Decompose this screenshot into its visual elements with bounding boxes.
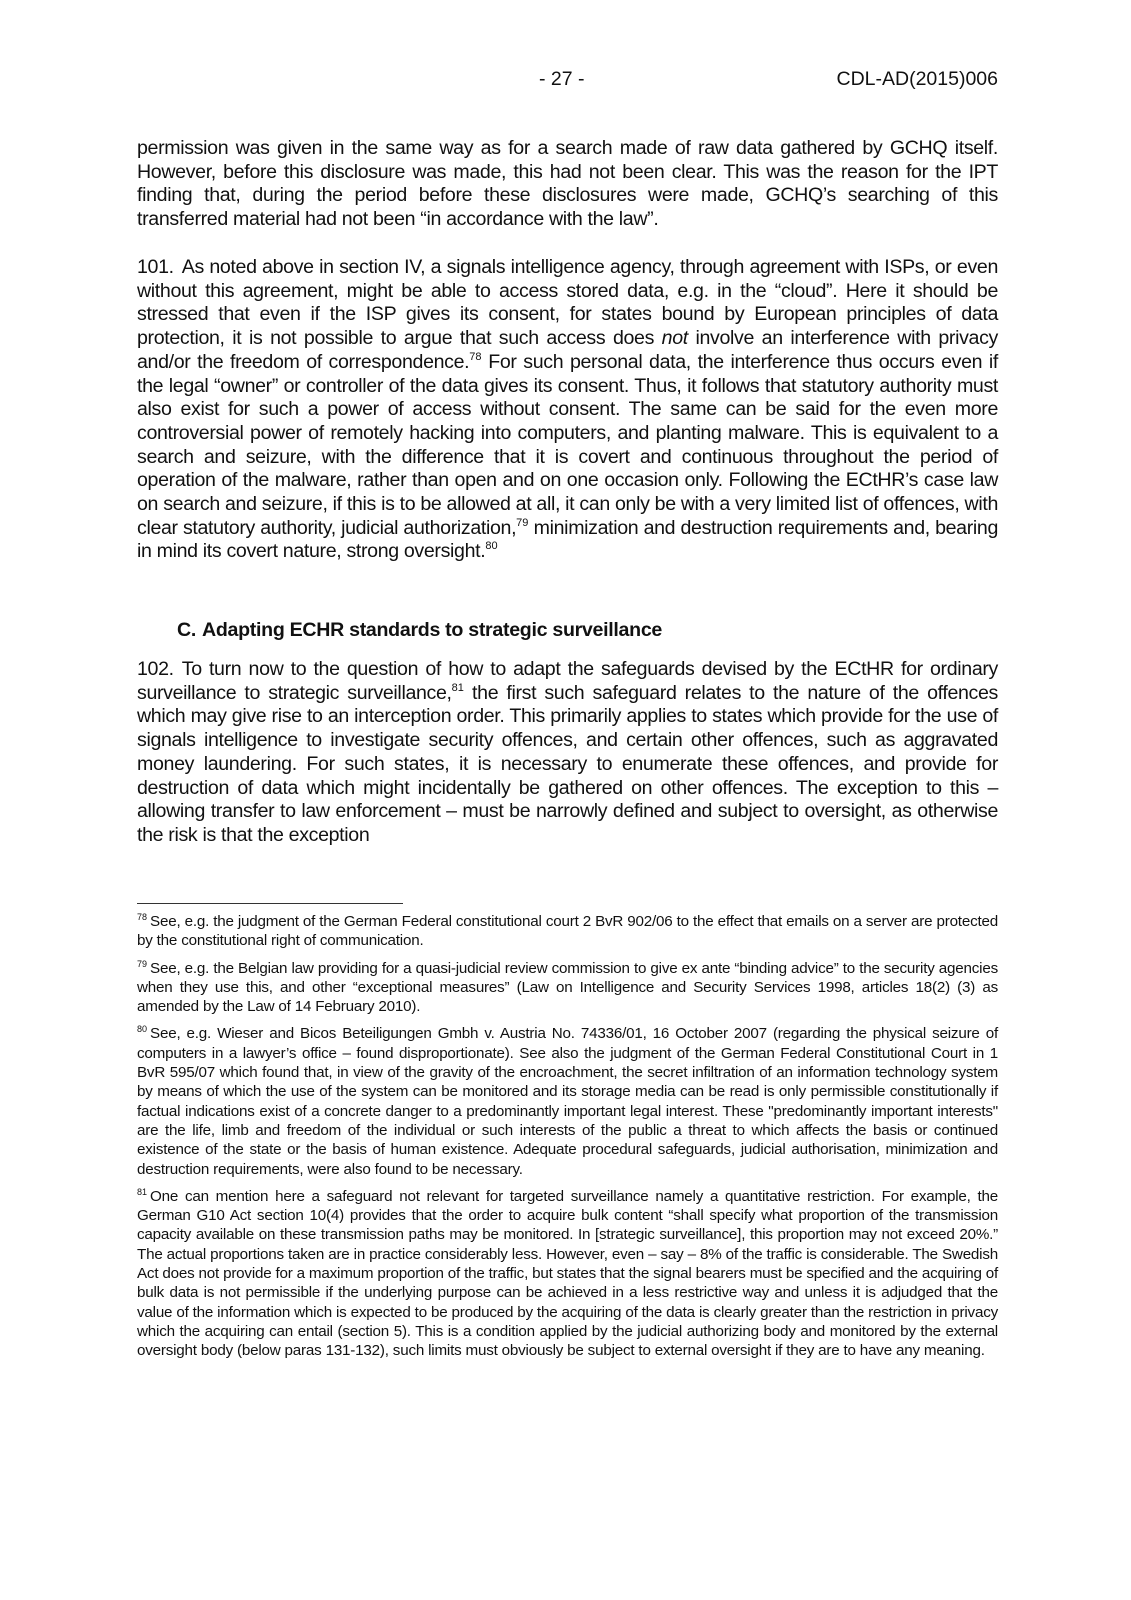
footnote-ref-80[interactable]: 80: [485, 540, 498, 553]
footnote-81: [137, 1187, 998, 1361]
footnote-number: 79: [137, 958, 148, 969]
paragraph-continuation: [137, 137, 998, 232]
section-heading: [177, 619, 662, 642]
paragraph-text: 101. As noted above in section IV, a signals intelligence agency, through agreement with ISPs, or even without this agreement, might be able to access stored data, e.g. in the “cloud”. Here it should be stressed that even if the ISP gives its consent, for states bound by European principles of data protection, it is not possible to argue that such access does not involve an interference with privacy and/or the freedom of correspondence.$^{78}$ For such personal data, the interference thus occurs even if the legal “owner” or controller of the data gives its consent. Thus, it follows that statutory authority must also exist for such a power of access without consent. The same can be said for the even more controversial power of remotely hacking into computers, and planting malware. This is equivalent to a search and seizure, with the difference that it is covert and continuous throughout the period of operation of the malware, rather than open and on one occasion only. Following the ECtHR’s case law on search and seizure, if this is to be allowed at all, it can only be with a very limited list of offences, with clear statutory authority, judicial authorization,$^{79}$ minimization and destruction requirements and, bearing in mind its covert nature, strong oversight.$^{80}$: [137, 256, 998, 563]
footnote-number: 81: [137, 1186, 148, 1197]
paragraph-text: 102. To turn now to the question of how to adapt the safeguards devised by the ECtHR for ordinary surveillance to strategic surveillance,$^{81}$ the first such safeguard relates to the nature of the offences which may give rise to an interception order. This primarily applies to states which provide for the use of signals intelligence to investigate security offences, and certain other offences, such as aggravated money laundering. For such states, it is necessary to enumerate these offences, and provide for destruction of data which might incidentally be gathered on other offences. The exception to this – allowing transfer to law enforcement – must be narrowly defined and subject to oversight, as otherwise the risk is that the exception: [137, 658, 998, 846]
footnote-text: See, e.g. the judgment of the German Federal constitutional court 2 BvR 902/06 to the effect that emails on a server are protected by the constitutional right of communication.: [137, 913, 998, 950]
footnote-text: One can mention here a safeguard not relevant for targeted surveillance namely a quantitative restriction. For example, the German G10 Act section 10(4) provides that the order to acquire bulk content “shall specify what proportion of the transmission capacity available on these transmission paths may be monitored. In [strategic surveillance], this proportion may not exceed 20%.” The actual proportions taken are in practice considerably less. However, even – say – 8% of the traffic is considerable. The Swedish Act does not provide for a maximum proportion of the traffic, but states that the signal bearers must be specified and the acquiring of bulk data is not permissible if the underlying purpose can be achieved in a less restrictive way and unless it is adjudged that the value of the information which is expected to be produced by the acquiring of the data is clearly greater than the restriction in privacy which the acquiring can entail (section 5). This is a condition applied by the judicial authorizing body and monitored by the external oversight body (below paras 131-132), such limits must obviously be subject to external oversight if they are to have any meaning.: [137, 1187, 998, 1360]
document-reference: CDL-AD(2015)006: [836, 68, 998, 90]
paragraph-number: 101.: [137, 256, 174, 278]
footnote-79: [137, 959, 998, 1017]
footnotes: [137, 912, 998, 1369]
section-title: Adapting ECHR standards to strategic surveillance: [202, 619, 663, 641]
emphasis: not: [661, 327, 688, 350]
footnote-ref-79[interactable]: 79: [516, 516, 529, 529]
paragraph-number: 102.: [137, 658, 174, 680]
footnote-80: [137, 1024, 998, 1178]
paragraph-101: [137, 256, 998, 564]
footnote-78: [137, 912, 998, 951]
footnote-number: 80: [137, 1024, 148, 1035]
footnote-number: 78: [137, 912, 148, 922]
footnote-ref-81[interactable]: 81: [451, 681, 464, 694]
footnote-text: See, e.g. the Belgian law providing for a quasi-judicial review commission to give ex ante “binding advice” to the security agencies when they use this, and other “exceptional measures” (Law on Intelligence and Security Services 1998, articles 18(2) (3) as amended by the Law of 14 February 2010).: [137, 959, 998, 1016]
paragraph-102: [137, 658, 998, 848]
page-header: [137, 68, 998, 94]
page-number: - 27 -: [539, 68, 585, 90]
paragraph-text: permission was given in the same way as for a search made of raw data gathered by GCHQ itself. However, before this disclosure was made, this had not been clear. This was the reason for the IPT finding that, during the period before these disclosures were made, GCHQ’s searching of this transferred material had not been “in accordance with the law”.: [137, 137, 998, 231]
footnote-ref-78[interactable]: 78: [469, 350, 482, 363]
footnote-text: See, e.g. Wieser and Bicos Beteiligungen Gmbh v. Austria No. 74336/01, 16 October 2007 (regarding the physical seizure of computers in a lawyer’s office – found disproportionate). See also the judgment of the German Federal Constitutional Court in 1 BvR 595/07 which found that, in view of the gravity of the encroachment, the secret infiltration of an information technology system by means of which the use of the system can be monitored and its storage media can be read is only permissible constitutionally if factual indications exist of a concrete danger to a predominantly important legal interest. These "predominantly important interests" are the life, limb and freedom of the individual or such interests of the public a threat to which affects the basis or continued existence of the state or the basis of human existence. Adequate procedural safeguards, judicial authorisation, minimization and destruction requirements, were also found to be necessary.: [137, 1025, 998, 1178]
footnote-separator: [137, 903, 403, 904]
section-letter: C.: [177, 619, 196, 641]
